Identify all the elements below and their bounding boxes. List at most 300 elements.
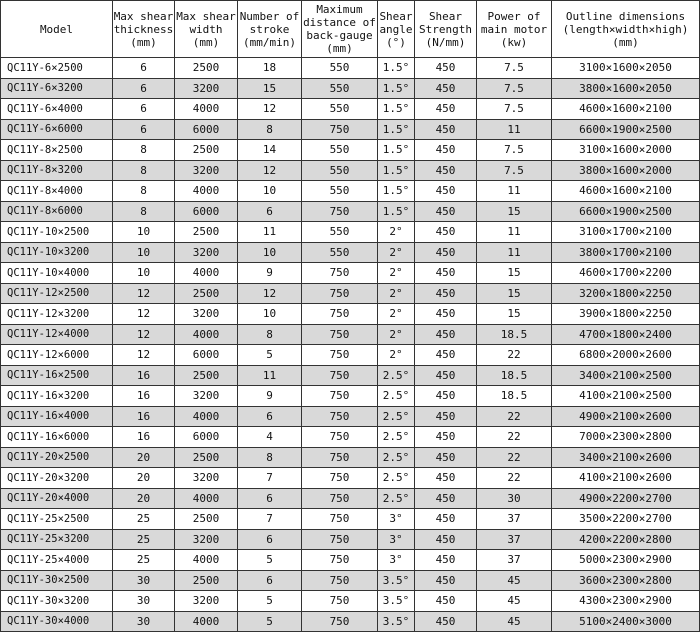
cell-col-angle: 2° [378, 324, 415, 345]
cell-col-stroke: 8 [238, 324, 302, 345]
cell-col-backgauge: 550 [302, 242, 378, 263]
cell-col-dimensions: 3800×1600×2000 [552, 160, 700, 181]
cell-col-model: QC11Y-30×2500 [1, 570, 113, 591]
cell-col-strength: 450 [415, 160, 477, 181]
cell-col-stroke: 6 [238, 570, 302, 591]
cell-col-power: 11 [477, 181, 552, 202]
cell-col-power: 22 [477, 427, 552, 448]
cell-col-width: 4000 [175, 550, 238, 571]
table-row [1, 324, 700, 345]
cell-col-model: QC11Y-20×2500 [1, 447, 113, 468]
cell-col-strength: 450 [415, 283, 477, 304]
cell-col-width: 3200 [175, 242, 238, 263]
cell-col-stroke: 12 [238, 99, 302, 120]
cell-col-power: 18.5 [477, 365, 552, 386]
cell-col-strength: 450 [415, 140, 477, 161]
cell-col-backgauge: 750 [302, 611, 378, 632]
cell-col-angle: 2° [378, 345, 415, 366]
cell-col-model: QC11Y-12×4000 [1, 324, 113, 345]
header-line: main motor [480, 22, 548, 36]
header-line: (mm/min) [243, 35, 296, 49]
cell-col-dimensions: 4900×2100×2600 [552, 406, 700, 427]
cell-col-angle: 2.5° [378, 386, 415, 407]
cell-col-angle: 1.5° [378, 160, 415, 181]
cell-col-dimensions: 3500×2200×2700 [552, 509, 700, 530]
cell-col-strength: 450 [415, 447, 477, 468]
cell-col-power: 18.5 [477, 386, 552, 407]
table-row [1, 201, 700, 222]
header-line: (mm) [130, 35, 157, 49]
cell-col-power: 37 [477, 509, 552, 530]
cell-col-stroke: 5 [238, 611, 302, 632]
cell-col-power: 37 [477, 550, 552, 571]
cell-col-model: QC11Y-12×2500 [1, 283, 113, 304]
cell-col-strength: 450 [415, 591, 477, 612]
cell-col-width: 3200 [175, 304, 238, 325]
cell-col-width: 2500 [175, 570, 238, 591]
cell-col-angle: 2.5° [378, 468, 415, 489]
cell-col-dimensions: 3400×2100×2600 [552, 447, 700, 468]
cell-col-stroke: 6 [238, 201, 302, 222]
cell-col-thickness: 16 [113, 406, 175, 427]
cell-col-dimensions: 4200×2200×2800 [552, 529, 700, 550]
cell-col-stroke: 18 [238, 58, 302, 79]
cell-col-width: 2500 [175, 140, 238, 161]
cell-col-dimensions: 4600×1600×2100 [552, 181, 700, 202]
table-row [1, 242, 700, 263]
table-row [1, 570, 700, 591]
cell-col-width: 2500 [175, 283, 238, 304]
cell-col-power: 45 [477, 570, 552, 591]
cell-col-backgauge: 750 [302, 386, 378, 407]
cell-col-stroke: 5 [238, 345, 302, 366]
cell-col-width: 2500 [175, 447, 238, 468]
header-line: (length×width×high) [562, 22, 689, 36]
cell-col-backgauge: 750 [302, 406, 378, 427]
header-col-thickness [113, 1, 175, 58]
header-col-angle [378, 1, 415, 58]
header-col-strength [415, 1, 477, 58]
cell-col-model: QC11Y-25×2500 [1, 509, 113, 530]
table-row [1, 447, 700, 468]
table-row [1, 427, 700, 448]
cell-col-dimensions: 3800×1700×2100 [552, 242, 700, 263]
cell-col-width: 2500 [175, 222, 238, 243]
cell-col-strength: 450 [415, 78, 477, 99]
cell-col-thickness: 16 [113, 427, 175, 448]
cell-col-width: 4000 [175, 99, 238, 120]
cell-col-strength: 450 [415, 222, 477, 243]
table-row [1, 78, 700, 99]
cell-col-thickness: 25 [113, 529, 175, 550]
cell-col-model: QC11Y-12×6000 [1, 345, 113, 366]
cell-col-stroke: 5 [238, 591, 302, 612]
cell-col-angle: 2.5° [378, 488, 415, 509]
cell-col-width: 2500 [175, 365, 238, 386]
cell-col-thickness: 6 [113, 119, 175, 140]
table-row [1, 529, 700, 550]
cell-col-strength: 450 [415, 529, 477, 550]
header-col-dimensions [552, 1, 700, 58]
cell-col-model: QC11Y-30×3200 [1, 591, 113, 612]
header-line: Number of [239, 9, 300, 23]
cell-col-stroke: 4 [238, 427, 302, 448]
cell-col-model: QC11Y-16×3200 [1, 386, 113, 407]
cell-col-thickness: 6 [113, 58, 175, 79]
cell-col-backgauge: 550 [302, 140, 378, 161]
cell-col-width: 2500 [175, 509, 238, 530]
cell-col-backgauge: 750 [302, 529, 378, 550]
cell-col-backgauge: 550 [302, 58, 378, 79]
cell-col-model: QC11Y-12×3200 [1, 304, 113, 325]
cell-col-stroke: 7 [238, 509, 302, 530]
cell-col-thickness: 20 [113, 488, 175, 509]
cell-col-backgauge: 750 [302, 263, 378, 284]
cell-col-strength: 450 [415, 488, 477, 509]
cell-col-thickness: 8 [113, 140, 175, 161]
cell-col-dimensions: 3200×1800×2250 [552, 283, 700, 304]
cell-col-thickness: 12 [113, 283, 175, 304]
cell-col-power: 45 [477, 591, 552, 612]
cell-col-backgauge: 750 [302, 550, 378, 571]
cell-col-strength: 450 [415, 58, 477, 79]
cell-col-thickness: 16 [113, 386, 175, 407]
cell-col-angle: 3.5° [378, 570, 415, 591]
cell-col-thickness: 10 [113, 263, 175, 284]
table-row [1, 263, 700, 284]
header-col-width [175, 1, 238, 58]
cell-col-angle: 2.5° [378, 447, 415, 468]
table-row [1, 160, 700, 181]
cell-col-strength: 450 [415, 611, 477, 632]
table-row [1, 222, 700, 243]
cell-col-angle: 1.5° [378, 201, 415, 222]
cell-col-dimensions: 3400×2100×2500 [552, 365, 700, 386]
cell-col-power: 15 [477, 263, 552, 284]
header-line: width [189, 22, 223, 36]
cell-col-backgauge: 750 [302, 201, 378, 222]
cell-col-backgauge: 750 [302, 488, 378, 509]
cell-col-strength: 450 [415, 181, 477, 202]
cell-col-dimensions: 4700×1800×2400 [552, 324, 700, 345]
cell-col-thickness: 30 [113, 591, 175, 612]
cell-col-stroke: 15 [238, 78, 302, 99]
cell-col-thickness: 30 [113, 611, 175, 632]
cell-col-backgauge: 750 [302, 283, 378, 304]
cell-col-width: 6000 [175, 119, 238, 140]
cell-col-width: 4000 [175, 406, 238, 427]
cell-col-model: QC11Y-6×3200 [1, 78, 113, 99]
cell-col-power: 22 [477, 447, 552, 468]
table-row [1, 509, 700, 530]
cell-col-backgauge: 750 [302, 468, 378, 489]
cell-col-backgauge: 750 [302, 365, 378, 386]
cell-col-strength: 450 [415, 570, 477, 591]
cell-col-width: 6000 [175, 201, 238, 222]
cell-col-stroke: 6 [238, 406, 302, 427]
cell-col-backgauge: 750 [302, 304, 378, 325]
header-line: Maximum [316, 3, 363, 16]
cell-col-thickness: 20 [113, 447, 175, 468]
cell-col-dimensions: 4600×1700×2200 [552, 263, 700, 284]
cell-col-dimensions: 4100×2100×2500 [552, 386, 700, 407]
cell-col-thickness: 20 [113, 468, 175, 489]
cell-col-angle: 1.5° [378, 78, 415, 99]
cell-col-thickness: 30 [113, 570, 175, 591]
cell-col-angle: 3° [378, 509, 415, 530]
cell-col-strength: 450 [415, 345, 477, 366]
cell-col-model: QC11Y-16×6000 [1, 427, 113, 448]
cell-col-model: QC11Y-6×2500 [1, 58, 113, 79]
cell-col-stroke: 14 [238, 140, 302, 161]
cell-col-model: QC11Y-8×6000 [1, 201, 113, 222]
cell-col-strength: 450 [415, 406, 477, 427]
cell-col-width: 4000 [175, 324, 238, 345]
cell-col-dimensions: 4100×2100×2600 [552, 468, 700, 489]
cell-col-power: 45 [477, 611, 552, 632]
cell-col-backgauge: 750 [302, 447, 378, 468]
header-line: thickness [113, 22, 174, 36]
cell-col-stroke: 10 [238, 242, 302, 263]
cell-col-stroke: 12 [238, 283, 302, 304]
cell-col-stroke: 11 [238, 365, 302, 386]
cell-col-width: 4000 [175, 611, 238, 632]
cell-col-width: 3200 [175, 386, 238, 407]
header-line: Strength [419, 22, 472, 36]
header-row [1, 1, 700, 58]
table-row [1, 611, 700, 632]
cell-col-dimensions: 3100×1700×2100 [552, 222, 700, 243]
cell-col-angle: 2° [378, 242, 415, 263]
cell-col-dimensions: 3900×1800×2250 [552, 304, 700, 325]
cell-col-power: 15 [477, 283, 552, 304]
header-line: back-gauge [306, 29, 373, 42]
cell-col-dimensions: 7000×2300×2800 [552, 427, 700, 448]
header-line: (mm) [612, 35, 639, 49]
header-line: stroke [249, 22, 290, 36]
cell-col-backgauge: 550 [302, 160, 378, 181]
cell-col-angle: 2° [378, 222, 415, 243]
header-line: (mm) [326, 42, 353, 55]
cell-col-power: 22 [477, 468, 552, 489]
cell-col-model: QC11Y-8×4000 [1, 181, 113, 202]
table-row [1, 386, 700, 407]
cell-col-power: 15 [477, 201, 552, 222]
cell-col-model: QC11Y-20×3200 [1, 468, 113, 489]
cell-col-power: 37 [477, 529, 552, 550]
cell-col-power: 7.5 [477, 58, 552, 79]
cell-col-stroke: 7 [238, 468, 302, 489]
cell-col-model: QC11Y-10×4000 [1, 263, 113, 284]
cell-col-dimensions: 5100×2400×3000 [552, 611, 700, 632]
cell-col-stroke: 12 [238, 160, 302, 181]
cell-col-width: 4000 [175, 488, 238, 509]
cell-col-strength: 450 [415, 468, 477, 489]
cell-col-stroke: 8 [238, 119, 302, 140]
cell-col-power: 7.5 [477, 78, 552, 99]
header-line: Power of [487, 9, 541, 23]
table-row [1, 345, 700, 366]
cell-col-model: QC11Y-8×2500 [1, 140, 113, 161]
cell-col-model: QC11Y-6×4000 [1, 99, 113, 120]
cell-col-thickness: 10 [113, 222, 175, 243]
table-row [1, 365, 700, 386]
cell-col-stroke: 6 [238, 488, 302, 509]
table-row [1, 488, 700, 509]
cell-col-strength: 450 [415, 263, 477, 284]
cell-col-angle: 3° [378, 529, 415, 550]
header-col-stroke [238, 1, 302, 58]
cell-col-backgauge: 750 [302, 570, 378, 591]
cell-col-strength: 450 [415, 324, 477, 345]
cell-col-strength: 450 [415, 550, 477, 571]
cell-col-backgauge: 550 [302, 78, 378, 99]
header-line: Model [39, 22, 74, 36]
cell-col-model: QC11Y-16×4000 [1, 406, 113, 427]
cell-col-backgauge: 750 [302, 427, 378, 448]
cell-col-model: QC11Y-8×3200 [1, 160, 113, 181]
cell-col-strength: 450 [415, 119, 477, 140]
cell-col-strength: 450 [415, 386, 477, 407]
cell-col-width: 3200 [175, 468, 238, 489]
cell-col-dimensions: 5000×2300×2900 [552, 550, 700, 571]
cell-col-strength: 450 [415, 304, 477, 325]
cell-col-dimensions: 3100×1600×2000 [552, 140, 700, 161]
table-row [1, 119, 700, 140]
cell-col-thickness: 8 [113, 181, 175, 202]
cell-col-angle: 1.5° [378, 181, 415, 202]
cell-col-width: 2500 [175, 58, 238, 79]
cell-col-width: 3200 [175, 591, 238, 612]
cell-col-thickness: 8 [113, 160, 175, 181]
cell-col-backgauge: 750 [302, 509, 378, 530]
cell-col-strength: 450 [415, 365, 477, 386]
table-body [1, 58, 700, 632]
cell-col-dimensions: 6600×1900×2500 [552, 201, 700, 222]
cell-col-backgauge: 550 [302, 181, 378, 202]
header-line: distance of [303, 16, 376, 29]
cell-col-width: 4000 [175, 263, 238, 284]
cell-col-thickness: 10 [113, 242, 175, 263]
cell-col-model: QC11Y-25×3200 [1, 529, 113, 550]
cell-col-strength: 450 [415, 509, 477, 530]
cell-col-angle: 2° [378, 283, 415, 304]
cell-col-width: 6000 [175, 427, 238, 448]
cell-col-stroke: 8 [238, 447, 302, 468]
cell-col-power: 22 [477, 406, 552, 427]
cell-col-width: 6000 [175, 345, 238, 366]
cell-col-power: 22 [477, 345, 552, 366]
cell-col-width: 4000 [175, 181, 238, 202]
header-line: Max shear [113, 9, 174, 23]
cell-col-power: 18.5 [477, 324, 552, 345]
cell-col-thickness: 12 [113, 324, 175, 345]
cell-col-power: 7.5 [477, 99, 552, 120]
cell-col-angle: 2.5° [378, 365, 415, 386]
cell-col-power: 30 [477, 488, 552, 509]
cell-col-power: 7.5 [477, 160, 552, 181]
table-row [1, 468, 700, 489]
cell-col-model: QC11Y-6×6000 [1, 119, 113, 140]
cell-col-model: QC11Y-10×3200 [1, 242, 113, 263]
cell-col-dimensions: 4900×2200×2700 [552, 488, 700, 509]
cell-col-thickness: 25 [113, 509, 175, 530]
cell-col-dimensions: 3800×1600×2050 [552, 78, 700, 99]
cell-col-model: QC11Y-20×4000 [1, 488, 113, 509]
cell-col-angle: 2.5° [378, 406, 415, 427]
header-col-backgauge [302, 1, 378, 58]
table-row [1, 591, 700, 612]
header-col-model [1, 1, 113, 58]
cell-col-model: QC11Y-10×2500 [1, 222, 113, 243]
table-row [1, 181, 700, 202]
header-line: Outline dimensions [565, 9, 686, 23]
header-line: angle [379, 22, 413, 36]
header-col-power [477, 1, 552, 58]
cell-col-backgauge: 750 [302, 591, 378, 612]
cell-col-strength: 450 [415, 242, 477, 263]
header-line: Shear [379, 9, 413, 23]
cell-col-dimensions: 4300×2300×2900 [552, 591, 700, 612]
cell-col-stroke: 6 [238, 529, 302, 550]
cell-col-power: 11 [477, 222, 552, 243]
cell-col-backgauge: 750 [302, 119, 378, 140]
cell-col-dimensions: 6800×2000×2600 [552, 345, 700, 366]
cell-col-backgauge: 750 [302, 324, 378, 345]
cell-col-angle: 2° [378, 263, 415, 284]
cell-col-angle: 3.5° [378, 611, 415, 632]
cell-col-stroke: 10 [238, 181, 302, 202]
cell-col-width: 3200 [175, 529, 238, 550]
cell-col-strength: 450 [415, 427, 477, 448]
table-row [1, 99, 700, 120]
cell-col-thickness: 12 [113, 345, 175, 366]
header-line: Max shear [176, 9, 236, 23]
cell-col-stroke: 11 [238, 222, 302, 243]
header-line: (N/mm) [425, 35, 466, 49]
cell-col-power: 11 [477, 119, 552, 140]
cell-col-strength: 450 [415, 201, 477, 222]
cell-col-dimensions: 3100×1600×2050 [552, 58, 700, 79]
table-row [1, 550, 700, 571]
cell-col-power: 15 [477, 304, 552, 325]
cell-col-thickness: 25 [113, 550, 175, 571]
cell-col-angle: 1.5° [378, 119, 415, 140]
cell-col-dimensions: 4600×1600×2100 [552, 99, 700, 120]
cell-col-dimensions: 6600×1900×2500 [552, 119, 700, 140]
cell-col-stroke: 5 [238, 550, 302, 571]
cell-col-angle: 2° [378, 304, 415, 325]
cell-col-thickness: 8 [113, 201, 175, 222]
header-line: (kw) [500, 35, 528, 49]
header-line: Shear [428, 9, 463, 23]
cell-col-stroke: 9 [238, 386, 302, 407]
cell-col-thickness: 16 [113, 365, 175, 386]
cell-col-angle: 3° [378, 550, 415, 571]
cell-col-thickness: 6 [113, 99, 175, 120]
cell-col-strength: 450 [415, 99, 477, 120]
table-row [1, 283, 700, 304]
cell-col-thickness: 12 [113, 304, 175, 325]
table-row [1, 140, 700, 161]
header-line: (°) [386, 35, 406, 49]
cell-col-angle: 1.5° [378, 99, 415, 120]
table-row [1, 406, 700, 427]
cell-col-backgauge: 750 [302, 345, 378, 366]
cell-col-stroke: 10 [238, 304, 302, 325]
cell-col-angle: 1.5° [378, 58, 415, 79]
cell-col-power: 7.5 [477, 140, 552, 161]
